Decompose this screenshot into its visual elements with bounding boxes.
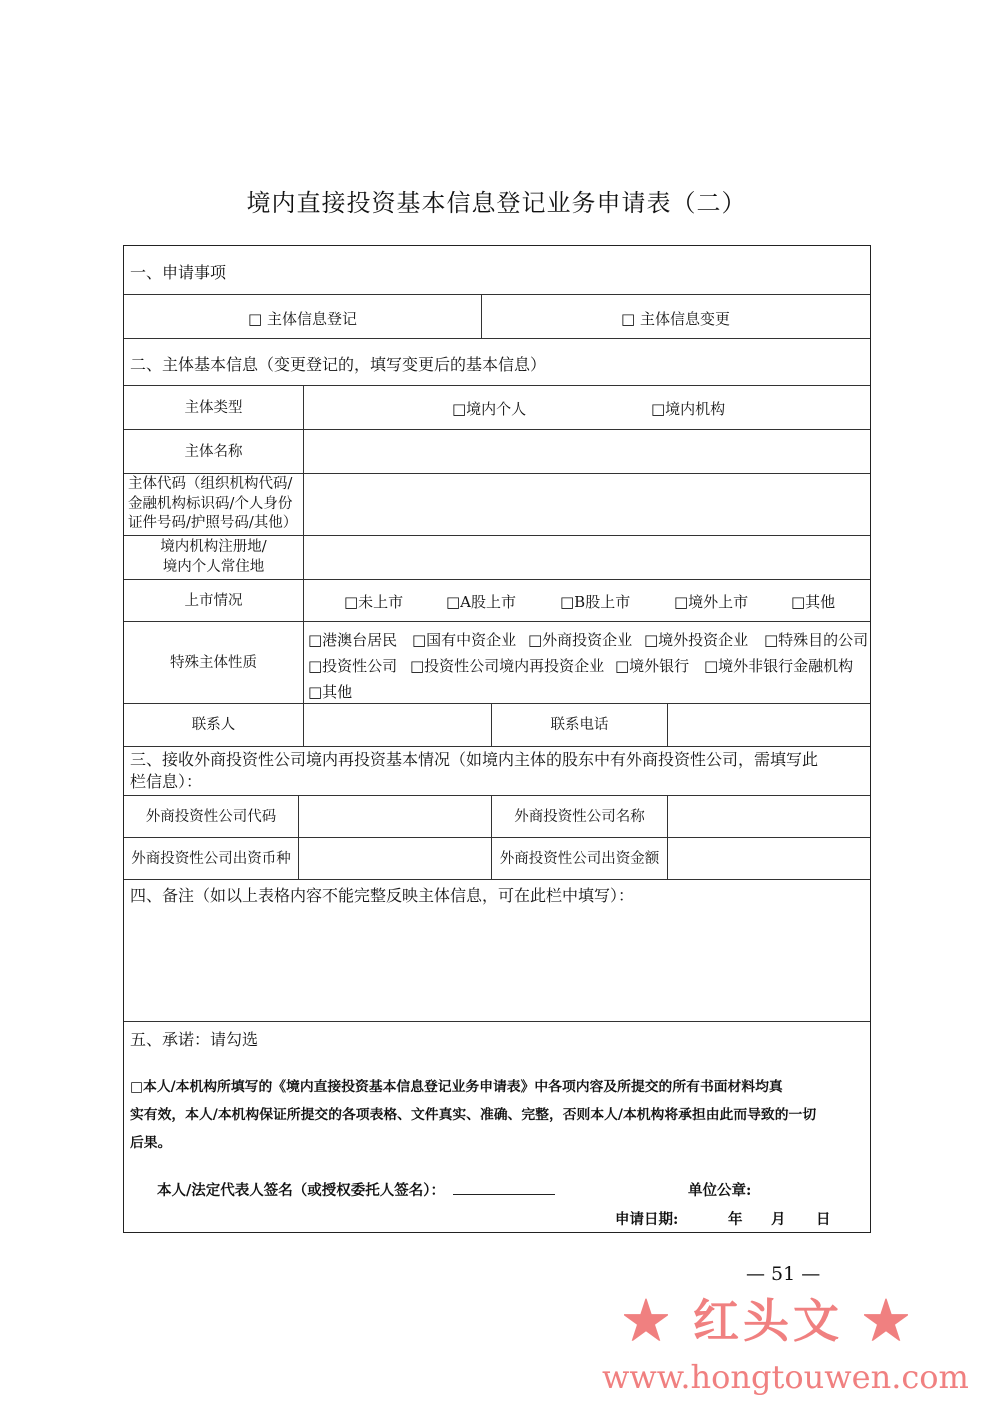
listing-a-share-checkbox[interactable]: □A股上市 xyxy=(446,593,517,611)
contact-field[interactable] xyxy=(304,704,490,745)
signature-line[interactable] xyxy=(453,1194,555,1195)
listing-overseas-checkbox[interactable]: □境外上市 xyxy=(674,593,749,611)
fic-currency-field[interactable] xyxy=(299,838,490,878)
registration-place-label: 境内机构注册地/ 境内个人常住地 xyxy=(160,539,267,575)
special-reinvestment-checkbox[interactable]: □投资性公司境内再投资企业 xyxy=(410,657,605,675)
section1-heading: 一、申请事项 xyxy=(130,263,227,282)
fic-amount-field[interactable] xyxy=(668,838,870,878)
domestic-institution-checkbox[interactable]: □境内机构 xyxy=(651,400,726,418)
change-checkbox[interactable]: □ 主体信息变更 xyxy=(621,310,730,328)
signature-label: 本人/法定代表人签名（或授权委托人签名）： xyxy=(157,1182,446,1199)
subject-type-label: 主体类型 xyxy=(184,400,243,416)
date-label: 申请日期: xyxy=(615,1211,679,1228)
seal-label: 单位公章: xyxy=(688,1182,752,1199)
subject-code-label: 主体代码（组织机构代码/ 金融机构标识码/个人身份 证件号码/护照号码/其他） xyxy=(128,476,298,531)
fic-currency-label: 外商投资性公司出资币种 xyxy=(131,851,291,867)
phone-label: 联系电话 xyxy=(550,717,609,733)
fic-name-field[interactable] xyxy=(668,796,870,836)
special-state-owned-checkbox[interactable]: □国有中资企业 xyxy=(412,631,517,649)
subject-name-label: 主体名称 xyxy=(184,444,243,460)
special-overseas-nonbank-checkbox[interactable]: □境外非银行金融机构 xyxy=(704,657,854,675)
form-title: 境内直接投资基本信息登记业务申请表（二） xyxy=(246,189,747,217)
fic-name-label: 外商投资性公司名称 xyxy=(514,809,645,825)
date-year: 年 xyxy=(728,1211,743,1228)
contact-label: 联系人 xyxy=(191,717,236,733)
subject-code-field[interactable] xyxy=(304,474,870,534)
remarks-field[interactable] xyxy=(124,908,870,1020)
listing-b-share-checkbox[interactable]: □B股上市 xyxy=(560,593,631,611)
special-nature-label: 特殊主体性质 xyxy=(170,655,257,671)
pledge-checkbox[interactable]: □本人/本机构所填写的《境内直接投资基本信息登记业务申请表》中各项内容及所提交的所有书面材料均真 实有效，本人/本机构保证所提交的各项表格、文件真实、准确、完整，否则本人/本机构将承担由此而导致的一切 后果。 xyxy=(130,1079,817,1151)
special-investment-company-checkbox[interactable]: □投资性公司 xyxy=(308,657,398,675)
special-spv-checkbox[interactable]: □特殊目的公司 xyxy=(764,631,869,649)
section4-heading: 四、备注（如以上表格内容不能完整反映主体信息，可在此栏中填写）： xyxy=(130,886,635,905)
watermark-brand: ★ 红头文 ★ xyxy=(623,1294,914,1348)
listing-unlisted-checkbox[interactable]: □未上市 xyxy=(344,593,404,611)
fic-code-label: 外商投资性公司代码 xyxy=(145,809,277,825)
listing-status-label: 上市情况 xyxy=(184,593,243,609)
special-hk-macao-taiwan-checkbox[interactable]: □港澳台居民 xyxy=(308,631,398,649)
section5-heading: 五、承诺：请勾选 xyxy=(130,1030,259,1049)
date-month: 月 xyxy=(771,1211,786,1228)
application-form xyxy=(123,245,871,1233)
special-other-checkbox[interactable]: □其他 xyxy=(308,683,353,701)
special-foreign-invested-checkbox[interactable]: □外商投资企业 xyxy=(528,631,633,649)
listing-other-checkbox[interactable]: □其他 xyxy=(791,593,836,611)
fic-code-field[interactable] xyxy=(299,796,490,836)
registration-place-field[interactable] xyxy=(304,536,870,578)
fic-amount-label: 外商投资性公司出资金额 xyxy=(499,851,660,867)
special-overseas-invest-checkbox[interactable]: □境外投资企业 xyxy=(644,631,749,649)
date-day: 日 xyxy=(816,1211,831,1228)
page-number: — 51 — xyxy=(746,1263,821,1285)
phone-field[interactable] xyxy=(668,704,870,745)
subject-name-field[interactable] xyxy=(304,430,870,472)
section3-heading: 三、接收外商投资性公司境内再投资基本情况（如境内主体的股东中有外商投资性公司，需填写此 栏信息）： xyxy=(130,750,819,791)
watermark-url: www.hongtouwen.com xyxy=(602,1358,969,1396)
section2-heading: 二、主体基本信息（变更登记的，填写变更后的基本信息） xyxy=(130,355,547,374)
special-overseas-bank-checkbox[interactable]: □境外银行 xyxy=(615,657,690,675)
domestic-individual-checkbox[interactable]: □境内个人 xyxy=(452,400,527,418)
register-checkbox[interactable]: □ 主体信息登记 xyxy=(248,310,357,328)
